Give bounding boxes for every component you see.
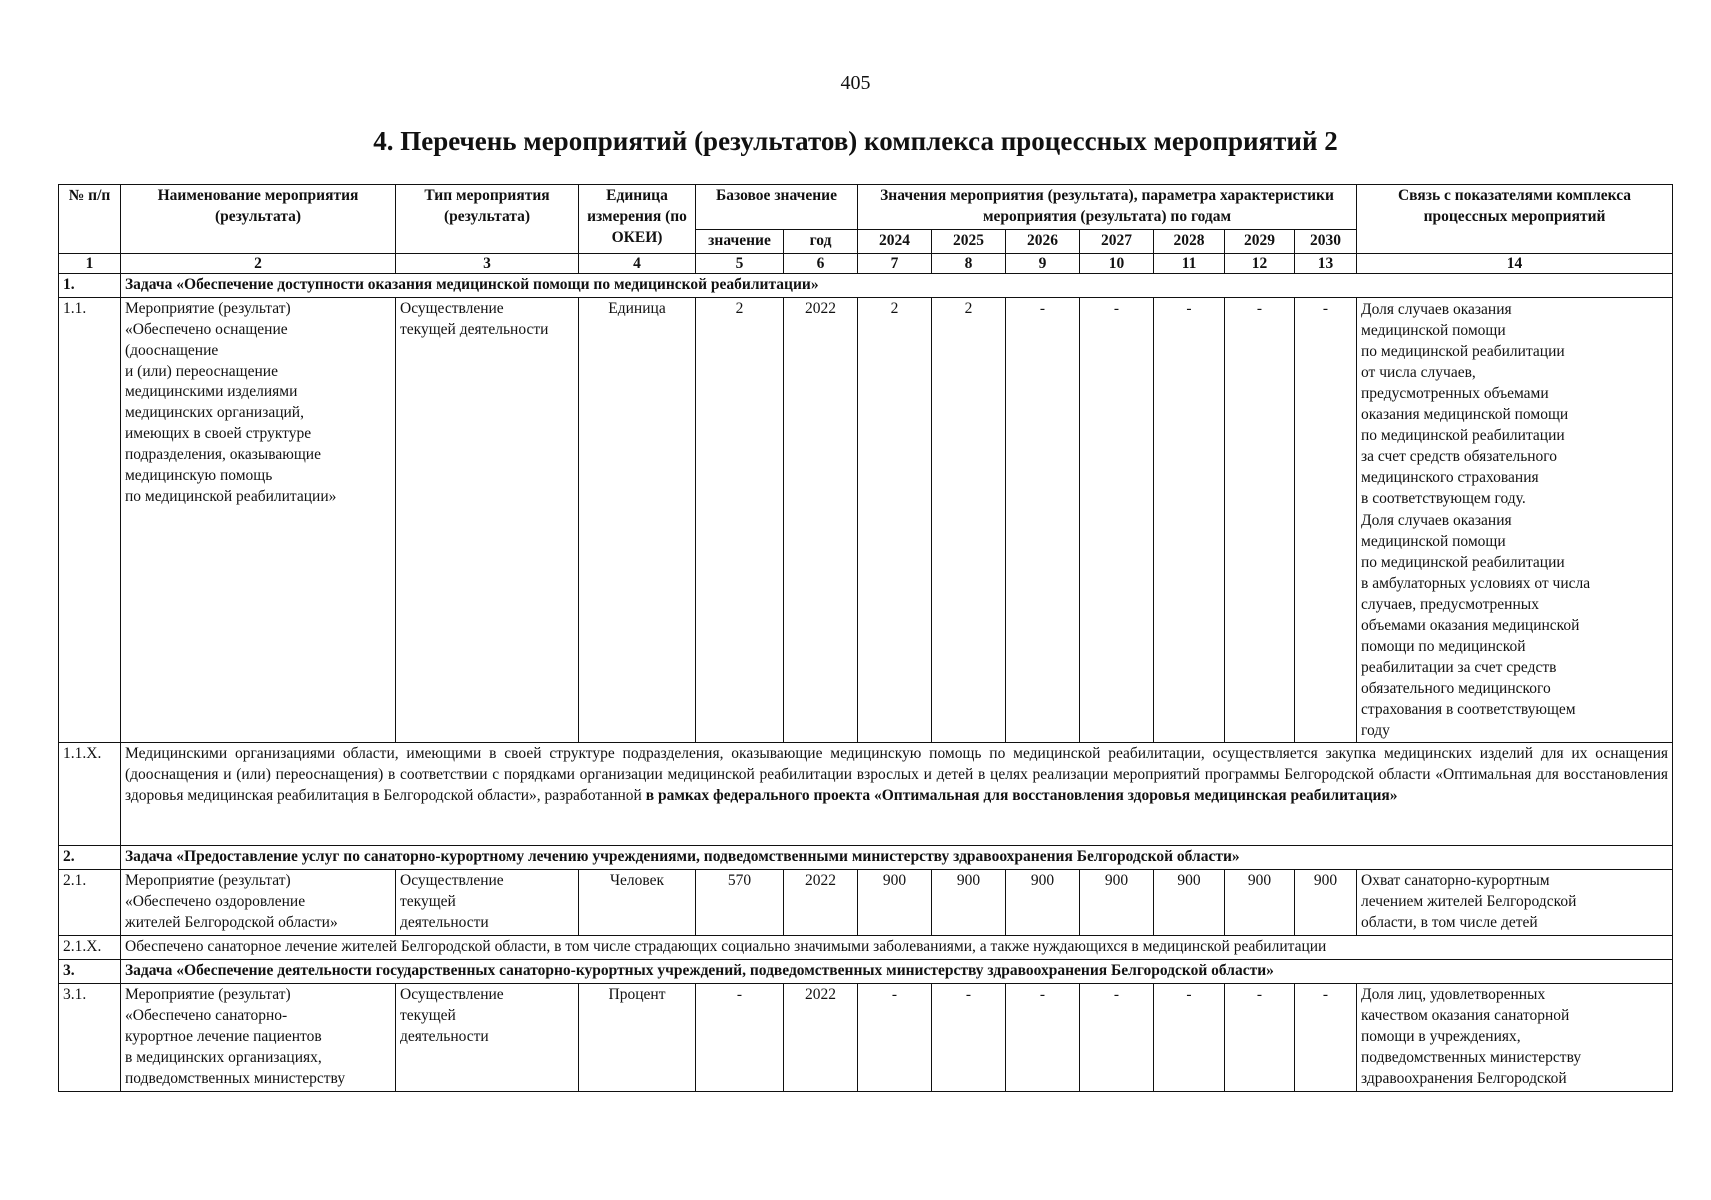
column-number: 14 xyxy=(1357,253,1673,273)
year-value: - xyxy=(1080,983,1154,1091)
header-values: Значения мероприятия (результата), параметра характеристики мероприятия (результата) по годам xyxy=(858,185,1357,230)
description-bold-text: в рамках федерального проекта «Оптимальная для восстановления здоровья медицинская реабилитация» xyxy=(645,787,1398,805)
year-value: - xyxy=(1006,297,1080,743)
task-text: Задача «Обеспечение деятельности государственных санаторно-курортных учреждений, подведомственных министерству здравоохранения Белгородской области» xyxy=(121,959,1673,983)
base-year: 2022 xyxy=(784,297,858,743)
year-value: 900 xyxy=(858,870,932,936)
measures-table xyxy=(58,184,1673,1092)
column-number: 4 xyxy=(579,253,696,273)
page-number: 405 xyxy=(840,72,871,94)
header-year: 2030 xyxy=(1295,229,1357,253)
base-value: 2 xyxy=(696,297,784,743)
measure-description: Обеспечено санаторное лечение жителей Белгородской области, в том числе страдающих социально значимыми заболеваниями, а также нуждающихся в медицинской реабилитации xyxy=(121,936,1673,960)
year-value: 2 xyxy=(932,297,1006,743)
year-value: - xyxy=(858,983,932,1091)
task-text: Задача «Предоставление услуг по санаторно-курортному лечению учреждениями, подведомственными министерству здравоохранения Белгородской области» xyxy=(121,846,1673,870)
task-text: Задача «Обеспечение доступности оказания медицинской помощи по медицинской реабилитации» xyxy=(121,273,1673,297)
table-row xyxy=(59,870,1673,936)
task-num: 3. xyxy=(59,959,121,983)
task-row xyxy=(59,273,1673,297)
row-num: 1.1. xyxy=(59,297,121,743)
table-header-row xyxy=(59,185,1673,230)
header-year: 2025 xyxy=(932,229,1006,253)
header-base-year: год xyxy=(784,229,858,253)
column-number: 6 xyxy=(784,253,858,273)
column-number: 3 xyxy=(396,253,579,273)
measure-unit: Человек xyxy=(579,870,696,936)
header-year: 2026 xyxy=(1006,229,1080,253)
header-link: Связь с показателями комплекса процессных мероприятий xyxy=(1357,185,1673,254)
year-value: - xyxy=(1080,297,1154,743)
row-num: 3.1. xyxy=(59,983,121,1091)
year-value: 900 xyxy=(1006,870,1080,936)
measure-unit: Процент xyxy=(579,983,696,1091)
year-value: - xyxy=(1225,297,1295,743)
linked-indicators: Охват санаторно-курортным лечением жителей Белгородской области, в том числе детей xyxy=(1357,870,1673,936)
row-num: 2.1. xyxy=(59,870,121,936)
task-row xyxy=(59,959,1673,983)
page-title: 4. Перечень мероприятий (результатов) комплекса процессных мероприятий 2 xyxy=(373,126,1338,156)
task-num: 1. xyxy=(59,273,121,297)
header-year: 2027 xyxy=(1080,229,1154,253)
year-value: - xyxy=(1225,983,1295,1091)
header-base-value: значение xyxy=(696,229,784,253)
year-value: 900 xyxy=(1225,870,1295,936)
year-value: - xyxy=(1154,983,1225,1091)
measure-type: Осуществление текущей деятельности xyxy=(396,983,579,1091)
header-num: № п/п xyxy=(59,185,121,254)
task-row xyxy=(59,846,1673,870)
table-row xyxy=(59,743,1673,846)
measure-description xyxy=(121,743,1673,846)
column-number: 13 xyxy=(1295,253,1357,273)
linked-indicators: Доля лиц, удовлетворенных качеством оказания санаторной помощи в учреждениях, подведомственных министерству здравоохранения Белгородской xyxy=(1357,983,1673,1091)
measure-unit: Единица xyxy=(579,297,696,743)
column-number: 12 xyxy=(1225,253,1295,273)
year-value: - xyxy=(1295,983,1357,1091)
header-unit: Единица измерения (по ОКЕИ) xyxy=(579,185,696,254)
base-year: 2022 xyxy=(784,870,858,936)
column-number: 11 xyxy=(1154,253,1225,273)
year-value: - xyxy=(1006,983,1080,1091)
column-number: 1 xyxy=(59,253,121,273)
header-name: Наименование мероприятия (результата) xyxy=(121,185,396,254)
column-number: 10 xyxy=(1080,253,1154,273)
measure-name: Мероприятие (результат) «Обеспечено оснащение (дооснащение и (или) переоснащение медицинскими изделиями медицинских организаций, имеющих в своей структуре подразделения, оказывающие медицинскую помощь по медицинской реабилитации» xyxy=(121,297,396,743)
column-number: 9 xyxy=(1006,253,1080,273)
header-year: 2024 xyxy=(858,229,932,253)
header-year: 2028 xyxy=(1154,229,1225,253)
table-row xyxy=(59,936,1673,960)
year-value: 900 xyxy=(1080,870,1154,936)
column-number: 5 xyxy=(696,253,784,273)
column-number: 7 xyxy=(858,253,932,273)
row-num: 1.1.Х. xyxy=(59,743,121,846)
base-value: - xyxy=(696,983,784,1091)
year-value: - xyxy=(1154,297,1225,743)
column-number: 2 xyxy=(121,253,396,273)
linked-indicators: Доля случаев оказания медицинской помощи по медицинской реабилитации от числа случаев, предусмотренных объемами оказания медицинской помощи по медицинской реабилитации за счет средств обязательного медицинского страхования в соответствующем году. Доля случаев оказания медицинской помощи по медицинской реабилитации в амбулаторных условиях от числа случаев, предусмотренных объемами оказания медицинской помощи по медицинской реабилитации за счет средств обязательного медицинского страхования в соответствующем году xyxy=(1357,297,1673,743)
table-row xyxy=(59,297,1673,743)
header-year: 2029 xyxy=(1225,229,1295,253)
year-value: 900 xyxy=(1295,870,1357,936)
measure-type: Осуществление текущей деятельности xyxy=(396,297,579,743)
year-value: - xyxy=(1295,297,1357,743)
year-value: 900 xyxy=(932,870,1006,936)
base-value: 570 xyxy=(696,870,784,936)
base-year: 2022 xyxy=(784,983,858,1091)
header-type: Тип мероприятия (результата) xyxy=(396,185,579,254)
year-value: 900 xyxy=(1154,870,1225,936)
measure-name: Мероприятие (результат) «Обеспечено санаторно- курортное лечение пациентов в медицинских организациях, подведомственных министерству xyxy=(121,983,396,1091)
description-text: Медицинскими организациями области, имеющими в своей структуре подразделения, оказывающие медицинскую помощь по медицинской реабилитации, осуществляется закупка медицинских изделий для их оснащения (дооснащения и (или) переоснащения) в соответствии с порядками организации медицинской реабилитации взрослых и детей в целях реализации мероприятий программы Белгородской области «Оптимальная для восстановления здоровья медицинская реабилитация в Белгородской области», разработанной xyxy=(125,745,1669,805)
year-value: - xyxy=(932,983,1006,1091)
header-base: Базовое значение xyxy=(696,185,858,230)
measure-type: Осуществление текущей деятельности xyxy=(396,870,579,936)
column-number: 8 xyxy=(932,253,1006,273)
year-value: 2 xyxy=(858,297,932,743)
column-number-row xyxy=(59,253,1673,273)
table-row xyxy=(59,983,1673,1091)
task-num: 2. xyxy=(59,846,121,870)
measure-name: Мероприятие (результат) «Обеспечено оздоровление жителей Белгородской области» xyxy=(121,870,396,936)
row-num: 2.1.Х. xyxy=(59,936,121,960)
